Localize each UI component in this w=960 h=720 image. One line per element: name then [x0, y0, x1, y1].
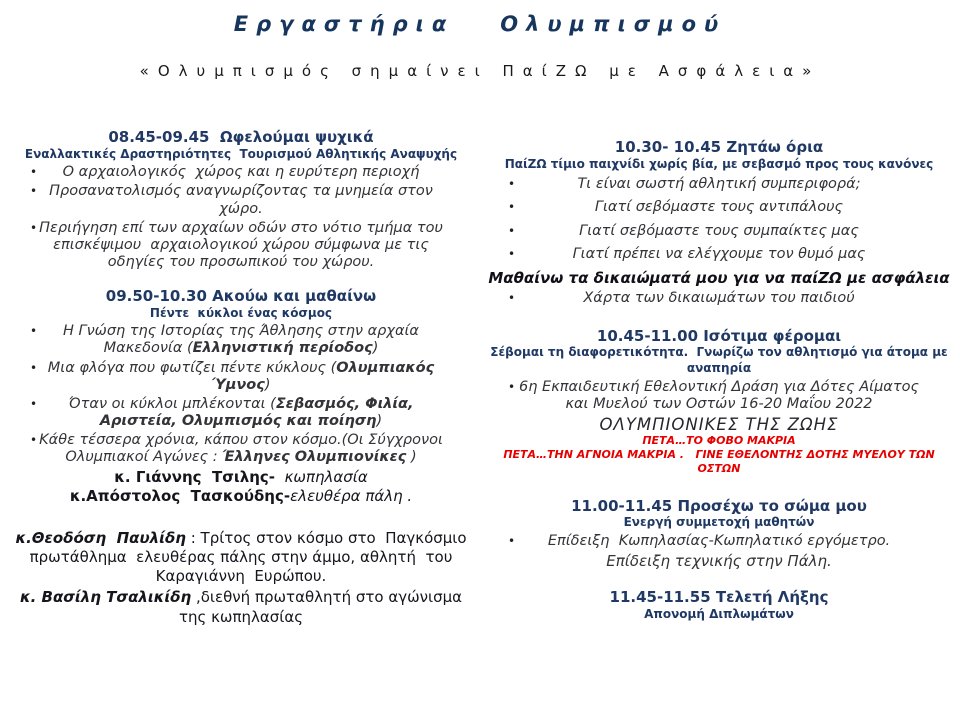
demo-line: Επίδειξη τεχνικής στην Πάλη.	[606, 552, 832, 571]
list-item-text: Χάρτα των δικαιωμάτων του παιδιού	[583, 289, 855, 306]
bullet-icon: •	[30, 324, 38, 339]
list-item-text: Ο αρχαιολογικός χώρος και η ευρύτερη περιοχή	[62, 164, 420, 181]
section-heading: 08.45-09.45 Ωφελούμαι ψυχικά	[108, 128, 374, 146]
list-item-text: Γιατί σεβόμαστε τους αντιπάλους	[594, 199, 844, 216]
section-subheading: Εναλλακτικές Δραστηριότητες Τουρισμού Αθλητικής Αναψυχής	[24, 146, 458, 161]
campaign-slogan: ΠΕΤΑ…ΤΟ ΦΟΒΟ ΜΑΚΡΙΑ	[642, 433, 796, 447]
list-item-text: Περιήγηση επί των αρχαίων οδών στο νότιο τμήμα του επισκέψιμου αρχαιολογικού χώρου σύμφωνα με τις οδηγίες του προσωπικού του χώρου.	[39, 219, 448, 270]
list-item	[484, 246, 954, 263]
bullet-icon: •	[30, 433, 38, 447]
list-item-text: Γιατί πρέπει να ελέγχουμε τον θυμό μας	[572, 245, 866, 262]
bullet-icon: •	[508, 290, 516, 305]
list-item	[6, 164, 476, 181]
list-item-text: Επίδειξη Κωπηλασίας-Κωπηλατικό εργόμετρο.	[547, 533, 891, 550]
list-item-text: 6η Εκπαιδευτική Εθελοντική Δράση για Δότες Αίματος και Μυελού των Οστών 16-20 Μαΐου 2022	[519, 378, 924, 412]
list-item	[484, 176, 954, 193]
session-block-1100	[484, 497, 954, 570]
list-item	[484, 379, 954, 413]
bullet-icon: •	[508, 534, 516, 549]
rights-statement: Μαθαίνω τα δικαιώματά μου για να παίΖΩ με ασφάλεια	[488, 268, 950, 287]
session-block-0950	[6, 287, 476, 505]
list-item	[6, 432, 476, 466]
page-subtitle: «Ολυμπισμός σημαίνει ΠαίΖΩ με Ασφάλεια»	[139, 62, 821, 80]
section-heading: 09.50-10.30 Ακούω και μαθαίνω	[105, 287, 377, 305]
list-item	[6, 396, 476, 430]
list-item	[6, 323, 476, 357]
campaign-title: ΟΛΥΜΠΙΟΝΙΚΕΣ ΤΗΣ ΖΩΗΣ	[599, 414, 839, 434]
list-item-text: Κάθε τέσσερα χρόνια, κάπου στον κόσμο.(Οι Σύγχρονοι Ολυμπιακοί Αγώνες : Έλληνες Ολυμπιονίκες )	[39, 432, 448, 466]
athlete-name-line: κ. Γιάννης Τσιλης- κωπηλασία	[114, 468, 368, 487]
section-heading: 10.45-11.00 Ισότιμα φέρομαι	[596, 326, 842, 345]
campaign-slogan: ΠΕΤΑ…ΤΗΝ ΑΓΝΟΙΑ ΜΑΚΡΙΑ . ΓΙΝΕ ΕΘΕΛΟΝΤΗΣ ΔΟΤΗΣ ΜΥΕΛΟΥ ΤΩΝ ΟΣΤΩΝ	[503, 448, 939, 476]
section-subheading: Ενεργή συμμετοχή μαθητών	[623, 515, 815, 530]
left-column	[6, 128, 476, 627]
list-item	[484, 533, 954, 550]
page-title: Εργαστήρια Ολυμπισμού	[233, 12, 727, 36]
list-item	[484, 223, 954, 240]
session-block-1145	[484, 588, 954, 622]
bullet-icon: •	[30, 184, 38, 199]
list-item-text: Όταν οι κύκλοι μπλέκονται (Σεβασμός, Φιλία, Αριστεία, Ολυμπισμός και ποίηση)	[68, 395, 419, 429]
bullet-icon: •	[508, 246, 516, 261]
bullet-icon: •	[30, 220, 38, 235]
bullet-list	[484, 176, 954, 262]
athlete-names	[6, 468, 476, 505]
bullet-icon: •	[30, 165, 38, 180]
athlete-name-line: κ.Απόστολος Τασκούδης-ελευθέρα πάλη .	[69, 486, 413, 505]
section-heading: 11.00-11.45 Προσέχω το σώμα μου	[571, 496, 867, 515]
list-item	[6, 183, 476, 217]
section-subheading: Απονομή Διπλωμάτων	[644, 606, 794, 621]
paragraph: κ.Θεοδόση Παυλίδη : Τρίτος στον κόσμο στο Παγκόσμιο πρωτάθλημα ελευθέρας πάλης στην άμμο, αθλητή του Καραγιάννη Ευρώπου.	[15, 528, 472, 586]
list-item-text: Προσανατολισμός αναγνωρίζοντας τα μνημεία στον χώρο.	[49, 183, 438, 217]
section-subheading: Σέβομαι τη διαφορετικότητα. Γνωρίζω τον αθλητισμό για άτομα με αναπηρία	[490, 345, 952, 375]
bullet-icon: •	[30, 396, 38, 411]
list-item	[6, 220, 476, 271]
list-item-text: Τι είναι σωστή αθλητική συμπεριφορά;	[577, 176, 861, 193]
bullet-icon: •	[508, 379, 516, 394]
bullet-icon: •	[508, 200, 516, 215]
paragraph: κ. Βασίλη Τσαλικίδη ,διεθνή πρωταθλητή στο αγώνισμα της κωπηλασίας	[19, 588, 467, 626]
session-block-1030	[484, 138, 954, 307]
right-column	[484, 138, 954, 622]
list-item	[484, 199, 954, 216]
list-item	[484, 290, 954, 307]
section-heading: 10.30- 10.45 Ζητάω όρια	[614, 138, 824, 156]
bullet-icon: •	[508, 177, 516, 192]
session-block-1045	[484, 327, 954, 477]
list-item-text: Γιατί σεβόμαστε τους συμπαίκτες μας	[579, 222, 859, 239]
section-subheading: Πέντε κύκλοι ένας κόσμος	[149, 305, 333, 320]
list-item-text: Η Γνώση της Ιστορίας της Άθλησης στην αρχαία Μακεδονία (Ελληνιστική περίοδος)	[62, 323, 424, 357]
bullet-icon: •	[30, 360, 38, 375]
section-subheading: ΠαίΖΩ τίμιο παιχνίδι χωρίς βία, με σεβασμό προς τους κανόνες	[504, 156, 934, 171]
bullet-icon: •	[508, 223, 516, 238]
section-heading: 11.45-11.55 Τελετή Λήξης	[609, 588, 829, 607]
list-item-text: Μια φλόγα που φωτίζει πέντε κύκλους (Ολυμπιακός Ύμνος)	[47, 359, 440, 393]
list-item	[6, 360, 476, 394]
athlete-bios	[6, 529, 476, 627]
session-block-0845	[6, 128, 476, 271]
